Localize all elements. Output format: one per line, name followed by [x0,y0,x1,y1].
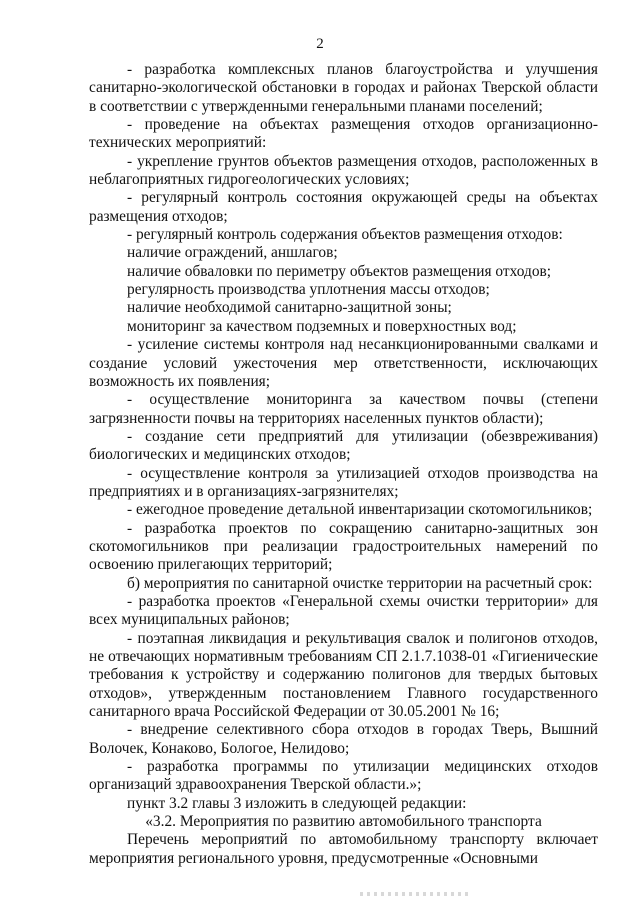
paragraph: - осуществление контроля за утилизацией отходов производства на предприятиях и в организациях-загрязнителях; [89,464,598,500]
paragraph: мониторинг за качеством подземных и поверхностных вод; [127,317,517,335]
paragraph: - разработка проектов «Генеральной схемы очистки территории» для всех муниципальных районов; [89,592,598,629]
paragraph: Перечень мероприятий по автомобильному транспорту включает мероприятия регионального уровня, предусмотренные «Основными [89,831,598,867]
paragraph: наличие обваловки по периметру объектов размещения отходов; [127,262,552,280]
paragraph: б) мероприятия по санитарной очистке территории на расчетный срок: [127,574,593,592]
scan-artifact [360,892,470,896]
paragraph: - ежегодное проведение детальной инвентаризации скотомогильников; [127,501,593,519]
paragraph: - внедрение селективного сбора отходов в городах Тверь, Вышний Волочек, Конаково, Бологое, Нелидово; [89,721,598,757]
paragraph: наличие необходимой санитарно-защитной зоны; [127,299,452,317]
paragraph: - регулярный контроль состояния окружающей среды на объектах размещения отходов; [89,189,598,225]
paragraph: - разработка проектов по сокращению санитарно-защитных зон скотомогильников при реализации градостроительных намерений по освоению прилегающих территорий; [89,519,598,574]
page-number: 2 [316,36,324,52]
paragraph: - разработка комплексных планов благоустройства и улучшения санитарно-экологической обстановки в городах и районах Тверской области в соответствии с утвержденными генеральными планами поселений; [89,61,598,115]
paragraph: - укрепление грунтов объектов размещения отходов, расположенных в неблагоприятных гидрогеологических условиях; [89,152,598,189]
paragraph: - проведение на объектах размещения отходов организационно-технических мероприятий: [89,116,598,152]
paragraph: - осуществление мониторинга за качеством почвы (степени загрязненности почвы на территориях населенных пунктов области); [89,391,598,427]
paragraph: - поэтапная ликвидация и рекультивация свалок и полигонов отходов, не отвечающих нормативным требованиям СП 2.1.7.1038-01 «Гигиенические требования к устройству и содержанию полигонов для твердых бытовых отходов», утвержденным постановлением Главного государственного санитарного врача Российской Федерации от 30.05.2001 № 16; [89,629,598,721]
paragraph: - создание сети предприятий для утилизации (обезвреживания) биологических и медицинских отходов; [89,427,598,464]
document-body [89,61,598,868]
paragraph: - разработка программы по утилизации медицинских отходов организаций здравоохранения Тверской области.»; [89,758,598,794]
section-heading: «3.2. Мероприятия по развитию автомобильного транспорта [145,813,542,831]
paragraph: наличие ограждений, аншлагов; [127,244,338,262]
paragraph: - усиление системы контроля над несанкционированными свалками и создание условий ужесточения мер ответственности, исключающих возможность их появления; [89,336,598,390]
paragraph: регулярность производства уплотнения массы отходов; [127,281,490,299]
paragraph: - регулярный контроль содержания объектов размещения отходов: [127,226,563,244]
paragraph: пункт 3.2 главы 3 изложить в следующей редакции: [127,794,467,812]
